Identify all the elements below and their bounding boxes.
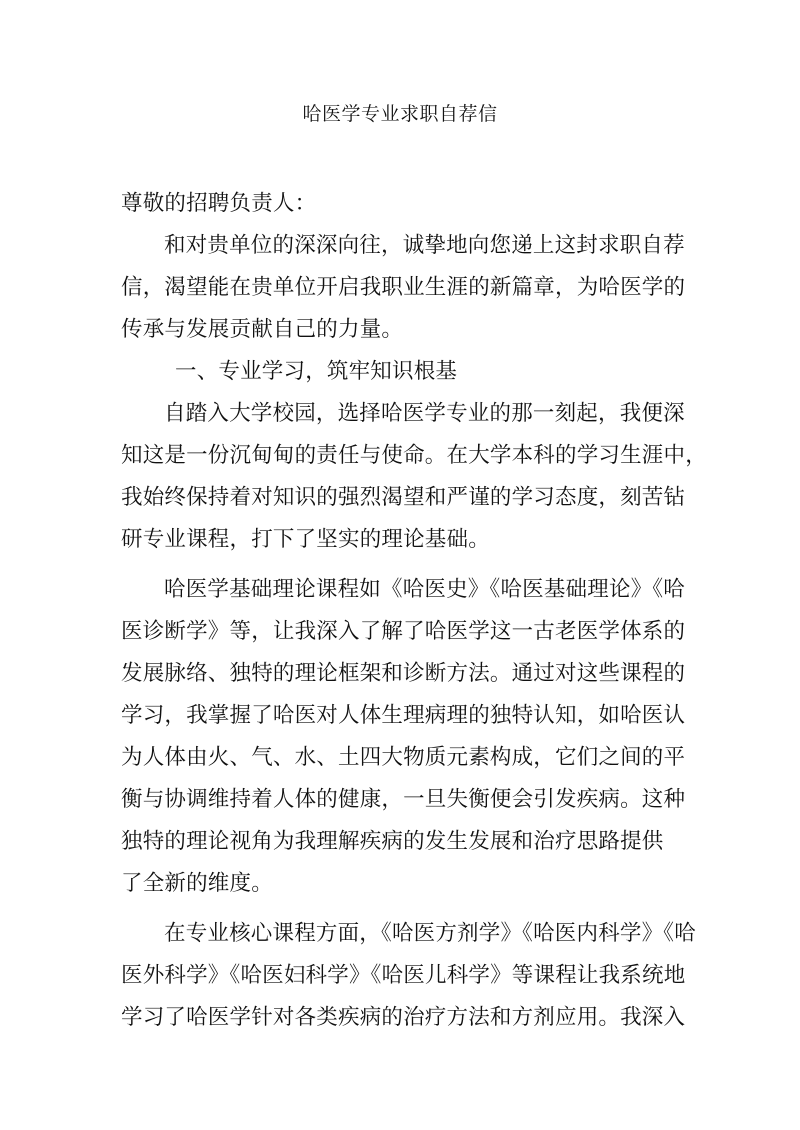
paragraph-study xyxy=(121,393,707,561)
paragraph-line: 学习了哈医学针对各类疾病的治疗方法和方剂应用。我深入 xyxy=(121,1005,686,1030)
paragraph-basic-theory xyxy=(121,569,685,905)
paragraph-line: 独特的理论视角为我理解疾病的发生发展和治疗思路提供 xyxy=(121,829,664,854)
paragraph-line: 自踏入大学校园，选择哈医学专业的那一刻起，我便深 xyxy=(164,401,685,426)
paragraph-line: 发展脉络、独特的理论框架和诊断方法。通过对这些课程的 xyxy=(121,661,686,686)
section-heading: 一、专业学习，筑牢知识根基 xyxy=(175,359,458,384)
paragraph-core-courses xyxy=(121,913,696,1039)
paragraph-line: 医诊断学》等，让我深入了解了哈医学这一古老医学体系的 xyxy=(121,619,686,644)
paragraph-line: 信，渴望能在贵单位开启我职业生涯的新篇章，为哈医学的 xyxy=(121,275,686,300)
paragraph-line: 我始终保持着对知识的强烈渴望和严谨的学习态度，刻苦钻 xyxy=(121,485,686,510)
paragraph-line: 医外科学》《哈医妇科学》《哈医儿科学》等课程让我系统地 xyxy=(121,963,686,988)
paragraph-line: 传承与发展贡献自己的力量。 xyxy=(121,317,404,342)
paragraph-line: 了全新的维度。 xyxy=(121,871,273,896)
paragraph-line: 和对贵单位的深深向往，诚挚地向您递上这封求职自荐 xyxy=(164,233,685,258)
section-heading-1 xyxy=(121,351,685,393)
document-title: 哈医学专业求职自荐信 xyxy=(302,103,498,125)
paragraph-line: 哈医学基础理论课程如《哈医史》《哈医基础理论》《哈 xyxy=(164,577,686,602)
paragraph-line: 衡与协调维持着人体的健康，一旦失衡便会引发疾病。这种 xyxy=(121,787,686,812)
paragraph-line: 知这是一份沉甸甸的责任与使命。在大学本科的学习生涯中， xyxy=(121,443,707,468)
letter-body xyxy=(121,183,707,1039)
paragraph-line: 在专业核心课程方面，《哈医方剂学》《哈医内科学》《哈 xyxy=(164,921,696,946)
paragraph-line: 学习，我掌握了哈医对人体生理病理的独特认知，如哈医认 xyxy=(121,703,686,728)
paragraph-line: 研专业课程，打下了坚实的理论基础。 xyxy=(121,527,490,552)
salutation: 尊敬的招聘负责人： xyxy=(121,191,317,216)
paragraph-line: 为人体由火、气、水、土四大物质元素构成，它们之间的平 xyxy=(121,745,686,770)
paragraph-intro xyxy=(121,225,685,351)
